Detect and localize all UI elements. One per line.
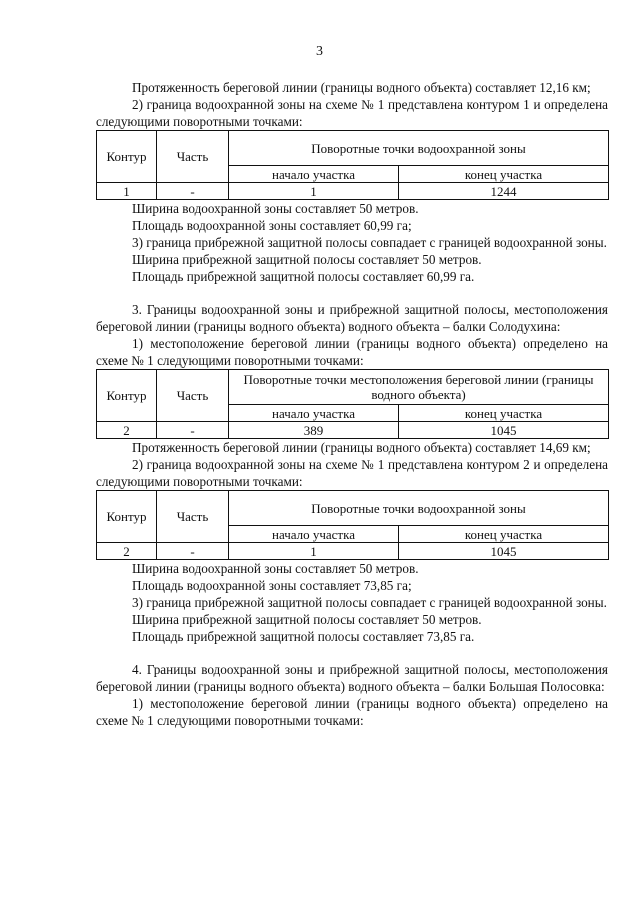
coastal-strip-width-text: Ширина прибрежной защитной полосы составляет 50 метров. xyxy=(132,612,482,627)
page-number: 3 xyxy=(316,44,323,59)
coastal-strip-area-text: Площадь прибрежной защитной полосы составляет 60,99 га. xyxy=(132,269,475,284)
section-3-heading: 3. Границы водоохранной зоны и прибрежной защитной полосы, местоположения береговой линии (границы водного объекта) водного объекта – балки Солодухина: xyxy=(96,302,608,334)
zone-width-text: Ширина водоохранной зоны составляет 50 метров. xyxy=(132,201,419,216)
cell-start: 1 xyxy=(229,543,399,560)
col-header-start: начало участка xyxy=(229,166,399,183)
cell-end: 1045 xyxy=(399,543,609,560)
col-header-part: Часть xyxy=(157,131,229,183)
coastal-strip-width-text: Ширина прибрежной защитной полосы составляет 50 метров. xyxy=(132,252,482,267)
col-header-points: Поворотные точки водоохранной зоны xyxy=(229,131,609,166)
col-header-part: Часть xyxy=(157,370,229,422)
col-header-start: начало участка xyxy=(229,526,399,543)
water-protection-zone-intro: 2) граница водоохранной зоны на схеме № 1 представлена контуром 2 и определена следующими поворотными точками: xyxy=(96,457,608,489)
shoreline-length-text: Протяженность береговой линии (границы водного объекта) составляет 12,16 км; xyxy=(132,80,591,95)
cell-part: - xyxy=(157,543,229,560)
cell-part: - xyxy=(157,422,229,439)
shoreline-intro: 1) местоположение береговой линии (границы водного объекта) определено на схеме № 1 следующими поворотными точками: xyxy=(96,336,608,368)
document-body xyxy=(96,79,608,729)
col-header-points: Поворотные точки водоохранной зоны xyxy=(229,491,609,526)
cell-end: 1045 xyxy=(399,422,609,439)
cell-end: 1244 xyxy=(399,183,609,200)
shoreline-length-text: Протяженность береговой линии (границы водного объекта) составляет 14,69 км; xyxy=(132,440,591,455)
coastal-strip-text: 3) граница прибрежной защитной полосы совпадает с границей водоохранной зоны. xyxy=(132,235,607,250)
cell-contour: 2 xyxy=(97,543,157,560)
col-header-end: конец участка xyxy=(399,526,609,543)
col-header-contour: Контур xyxy=(97,131,157,183)
table-row xyxy=(97,183,609,200)
col-header-points: Поворотные точки местоположения береговой линии (границы водного объекта) xyxy=(229,370,609,405)
col-header-contour: Контур xyxy=(97,491,157,543)
table-row xyxy=(97,543,609,560)
cell-contour: 1 xyxy=(97,183,157,200)
col-header-part: Часть xyxy=(157,491,229,543)
cell-start: 389 xyxy=(229,422,399,439)
shoreline-points-table xyxy=(96,369,609,439)
col-header-contour: Контур xyxy=(97,370,157,422)
coastal-strip-text: 3) граница прибрежной защитной полосы совпадает с границей водоохранной зоны. xyxy=(132,595,607,610)
coastal-strip-area-text: Площадь прибрежной защитной полосы составляет 73,85 га. xyxy=(132,629,475,644)
water-protection-zone-points-table xyxy=(96,490,609,560)
col-header-start: начало участка xyxy=(229,405,399,422)
zone-width-text: Ширина водоохранной зоны составляет 50 метров. xyxy=(132,561,419,576)
cell-contour: 2 xyxy=(97,422,157,439)
cell-start: 1 xyxy=(229,183,399,200)
water-protection-zone-intro: 2) граница водоохранной зоны на схеме № 1 представлена контуром 1 и определена следующими поворотными точками: xyxy=(96,97,608,129)
col-header-end: конец участка xyxy=(399,405,609,422)
cell-part: - xyxy=(157,183,229,200)
col-header-end: конец участка xyxy=(399,166,609,183)
water-protection-zone-points-table xyxy=(96,130,609,200)
zone-area-text: Площадь водоохранной зоны составляет 60,99 га; xyxy=(132,218,412,233)
zone-area-text: Площадь водоохранной зоны составляет 73,85 га; xyxy=(132,578,412,593)
table-row xyxy=(97,422,609,439)
section-4-heading: 4. Границы водоохранной зоны и прибрежной защитной полосы, местоположения береговой линии (границы водного объекта) водного объекта – балки Большая Полосовка: xyxy=(96,662,608,694)
shoreline-intro: 1) местоположение береговой линии (границы водного объекта) определено на схеме № 1 следующими поворотными точками: xyxy=(96,696,608,728)
